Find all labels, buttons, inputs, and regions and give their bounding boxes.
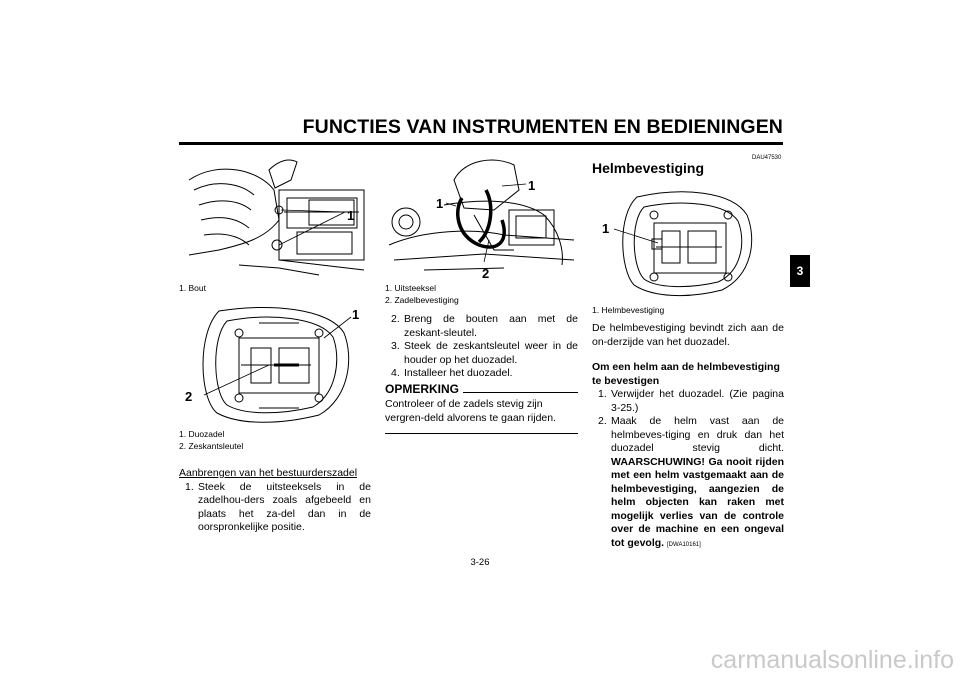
list-item (592, 415, 784, 552)
callout-1: 1 (602, 221, 610, 236)
section-code: DAU47530 (752, 155, 782, 161)
helmet-steps-list (592, 388, 784, 552)
figure3-caption (385, 283, 459, 306)
caption-zadelbevestiging: 2. Zadelbevestiging (385, 294, 459, 305)
note-text: Controleer of de zadels stevig zijn vergren-deld alvorens te gaan rijden. (385, 398, 557, 424)
note-title: OPMERKING (385, 382, 460, 396)
step-number: 1. (185, 480, 194, 493)
helmet-subheading: Om een helm aan de helmbevestiging te bevestigen (592, 361, 780, 387)
column-1-text (179, 467, 371, 535)
callout-1-right: 1 (528, 178, 536, 193)
caption-bout: 1. Bout (179, 283, 206, 293)
figure-seat-bolt (179, 150, 371, 280)
step-number: 4. (391, 367, 400, 379)
figure-helmet-holder (592, 185, 784, 300)
caption-zeskantsleutel: 2. Zeskantsleutel (179, 440, 244, 451)
page-number: 3-26 (470, 557, 490, 568)
chapter-tab: 3 (790, 255, 810, 287)
figure4-caption (592, 305, 664, 317)
figure-seat-projections (384, 150, 578, 280)
watermark: carmanualsonline.info (710, 646, 954, 674)
note-header (385, 382, 578, 396)
callout-2: 2 (482, 266, 490, 280)
list-item (385, 313, 578, 340)
step-number: 2. (598, 415, 607, 427)
page-header (179, 116, 783, 146)
caption-helmbevestiging: 1. Helmbevestiging (592, 305, 665, 315)
step-text: Steek de uitsteeksels in de zadelhou-ders zoals afgebeeld en plaats het za-del dan in de oorspronkelijke positie. (198, 480, 371, 533)
caption-duozadel: 1. Duozadel (179, 429, 225, 439)
list-item (385, 367, 578, 381)
step-text: Steek de zeskantsleutel weer in de houder op het duozadel. (404, 340, 578, 366)
step-text: Breng de bouten aan met de zeskant-sleutel. (404, 313, 578, 339)
figure-passenger-seat (179, 303, 371, 428)
section-heading: Helmbevestiging (592, 160, 705, 176)
list-item (592, 388, 784, 415)
helmet-intro: De helmbevestiging bevindt zich aan de on-derzijde van het duozadel. (592, 322, 784, 348)
warning-code: [DWA10161] (667, 541, 701, 548)
header-rule (179, 142, 783, 145)
rider-seat-steps (179, 481, 371, 535)
column-2-text (385, 313, 578, 381)
step-number: 3. (391, 340, 400, 352)
figure2-caption (179, 429, 243, 452)
helmet-steps (592, 388, 784, 552)
list-item (385, 340, 578, 367)
callout-1: 1 (347, 208, 355, 223)
figure1-caption (179, 283, 206, 295)
caption-uitsteeksel: 1. Uitsteeksel (385, 283, 437, 293)
note-box (385, 382, 578, 434)
callout-2: 2 (185, 389, 193, 404)
step-number: 1. (598, 388, 607, 400)
subheading-rider-seat: Aanbrengen van het bestuurderszadel (179, 467, 358, 479)
callout-1-left: 1 (436, 196, 444, 211)
list-item (179, 481, 371, 535)
installation-steps (385, 313, 578, 381)
note-title-rule (463, 392, 578, 393)
callout-1: 1 (352, 307, 360, 322)
step-text: Verwijder het duozadel. (Zie pagina 3-25.) (611, 388, 784, 414)
note-bottom-rule (385, 433, 578, 434)
chapter-title: FUNCTIES VAN INSTRUMENTEN EN BEDIENINGEN (302, 116, 783, 138)
warning-text: WAARSCHUWING! Ga nooit rijden met een helm vastgemaakt aan de helmbevestiging, aangezien de helm objecten kan raken met mogelijk verlies van de controle over de machine en een ongeval tot gevolg. (611, 455, 784, 549)
step-number: 2. (391, 313, 400, 325)
step-text: Maak de helm vast aan de helmbeves-tiging en druk dan het duozadel stevig dicht. (611, 415, 784, 454)
step-text: Installeer het duozadel. (404, 367, 513, 379)
